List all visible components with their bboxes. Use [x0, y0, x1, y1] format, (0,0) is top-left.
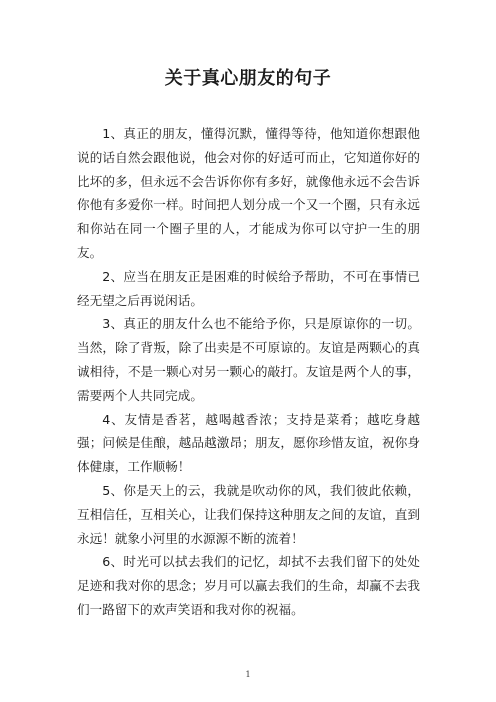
document-title: 关于真心朋友的句子	[164, 68, 332, 89]
document-body	[77, 122, 420, 622]
paragraph-3: 3、真正的朋友什么也不能给予你，只是原谅你的一切。当然，除了背叛，除了出卖是不可原谅的。友谊是两颗心的真诚相待，不是一颗心对另一颗心的敲打。友谊是两个人的事，需要两个人共同完成。	[77, 316, 420, 403]
paragraph-5: 5、你是天上的云，我就是吹动你的风，我们彼此依赖，互相信任，互相关心，让我们保持这种朋友之间的友谊，直到永远！就象小河里的水源源不断的流着！	[77, 482, 420, 546]
paragraph-2: 2、应当在朋友正是困难的时候给予帮助，不可在事情已经无望之后再说闲话。	[77, 268, 420, 308]
paragraph-1: 1、真正的朋友，懂得沉默，懂得等待，他知道你想跟他说的话自然会跟他说，他会对你的好适可而止，它知道你好的比坏的多，但永远不会告诉你你有多好，就像他永远不会告诉你他有多爱你一样。时间把人划分成一个又一个圈，只有永远和你站在同一个圈子里的人，才能成为你可以守护一生的朋友。	[77, 126, 420, 260]
paragraph-6: 6、时光可以拭去我们的记忆，却拭不去我们留下的处处足迹和我对你的思念；岁月可以赢去我们的生命，却赢不去我们一路留下的欢声笑语和我对你的祝福。	[77, 554, 420, 617]
page-number: 1	[245, 670, 251, 679]
paragraph-4: 4、友情是香茗，越喝越香浓；支持是菜肴；越吃身越强；问候是佳酿，越品越激昂；朋友，愿你珍惜友谊，祝你身体健康，工作顺畅！	[77, 411, 420, 475]
